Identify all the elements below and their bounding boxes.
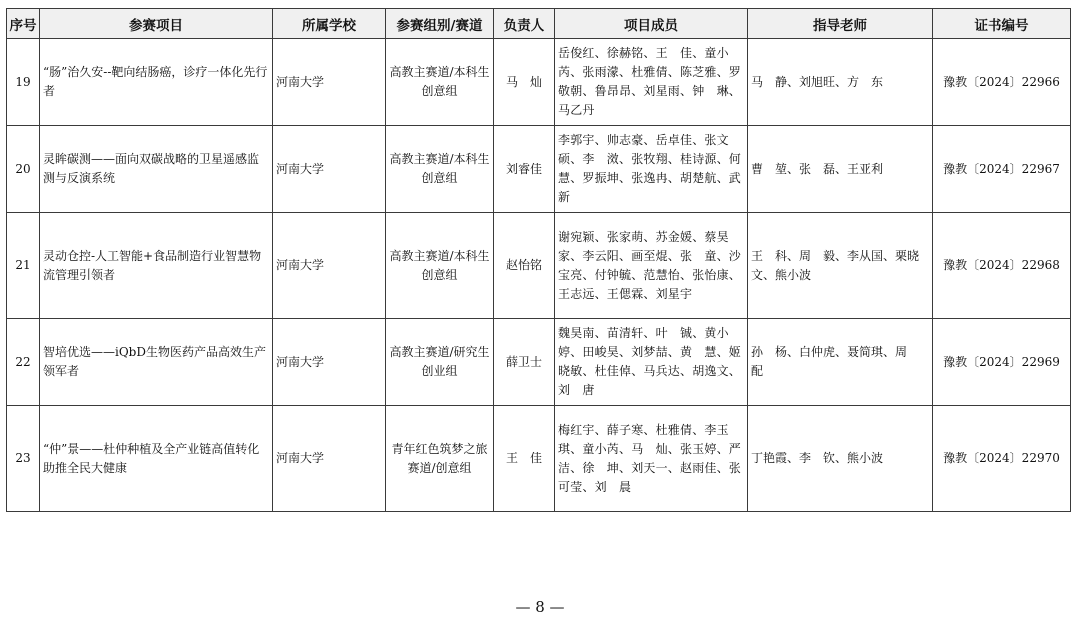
header-row	[7, 9, 1071, 39]
cell-project: “肠”治久安--靶向结肠癌，诊疗一体化先行者	[40, 39, 273, 126]
header-teachers: 指导老师	[748, 9, 933, 39]
cell-school: 河南大学	[273, 39, 386, 126]
cell-school: 河南大学	[273, 319, 386, 406]
cell-seq: 21	[7, 213, 40, 319]
header-members: 项目成员	[555, 9, 748, 39]
table-row	[7, 319, 1071, 406]
award-table	[6, 8, 1071, 512]
cell-teachers: 王 科、周 毅、李从国、栗晓文、熊小波	[748, 213, 933, 319]
cell-group: 高教主赛道/本科生创意组	[386, 39, 494, 126]
cell-members: 李郭宇、帅志豪、岳卓佳、张文硕、李 滧、张牧翔、桂诗源、何 慧、罗振坤、张逸冉、胡楚航、武 新	[555, 126, 748, 213]
cell-teachers: 马 静、刘旭旺、方 东	[748, 39, 933, 126]
cell-school: 河南大学	[273, 126, 386, 213]
table-row	[7, 406, 1071, 512]
cell-seq: 19	[7, 39, 40, 126]
header-group: 参赛组别/赛道	[386, 9, 494, 39]
cell-leader: 赵怡铭	[494, 213, 555, 319]
cell-teachers: 孙 杨、白仲虎、聂简琪、周 配	[748, 319, 933, 406]
header-seq: 序号	[7, 9, 40, 39]
cell-cert: 豫教〔2024〕22969	[933, 319, 1071, 406]
cell-project: “仲”景——杜仲种植及全产业链高值转化助推全民大健康	[40, 406, 273, 512]
header-leader: 负责人	[494, 9, 555, 39]
table-row	[7, 213, 1071, 319]
cell-group: 高教主赛道/本科生创意组	[386, 126, 494, 213]
cell-school: 河南大学	[273, 213, 386, 319]
cell-project: 智培优选——iQbD生物医药产品高效生产领军者	[40, 319, 273, 406]
cell-leader: 薛卫士	[494, 319, 555, 406]
cell-members: 梅红宇、薛子寒、杜雅倩、李玉琪、童小芮、马 灿、张玉婷、严 洁、徐 坤、刘天一、赵雨佳、张可莹、刘 晨	[555, 406, 748, 512]
cell-leader: 刘睿佳	[494, 126, 555, 213]
header-cert: 证书编号	[933, 9, 1071, 39]
cell-members: 谢宛颖、张家萌、苏金媛、蔡昊家、李云阳、画至焜、张 童、沙宝亮、付钟毓、范慧怡、张怡康、王志远、王偲霖、刘星宇	[555, 213, 748, 319]
cell-seq: 23	[7, 406, 40, 512]
table-row	[7, 126, 1071, 213]
table-row	[7, 39, 1071, 126]
header-school: 所属学校	[273, 9, 386, 39]
cell-school: 河南大学	[273, 406, 386, 512]
cell-group: 青年红色筑梦之旅赛道/创意组	[386, 406, 494, 512]
cell-cert: 豫教〔2024〕22968	[933, 213, 1071, 319]
cell-cert: 豫教〔2024〕22967	[933, 126, 1071, 213]
cell-group: 高教主赛道/本科生创意组	[386, 213, 494, 319]
cell-seq: 20	[7, 126, 40, 213]
cell-members: 岳俊红、徐赫铭、王 佳、童小芮、张雨濛、杜雅倩、陈芝雅、罗敬朝、鲁昂昂、刘星雨、钟 琳、马乙丹	[555, 39, 748, 126]
cell-leader: 王 佳	[494, 406, 555, 512]
cell-cert: 豫教〔2024〕22970	[933, 406, 1071, 512]
cell-project: 灵眸碳测——面向双碳战略的卫星遥感监测与反演系统	[40, 126, 273, 213]
cell-group: 高教主赛道/研究生创业组	[386, 319, 494, 406]
cell-leader: 马 灿	[494, 39, 555, 126]
cell-project: 灵动仓控-人工智能+食品制造行业智慧物流管理引领者	[40, 213, 273, 319]
header-project: 参赛项目	[40, 9, 273, 39]
cell-cert: 豫教〔2024〕22966	[933, 39, 1071, 126]
cell-teachers: 曹 堃、张 磊、王亚利	[748, 126, 933, 213]
cell-teachers: 丁艳霞、李 钦、熊小波	[748, 406, 933, 512]
page-number: — 8 —	[515, 598, 565, 616]
cell-members: 魏昊南、苗清轩、叶 铖、黄小婷、田峻昊、刘梦喆、黄 慧、姬晓敏、杜佳倬、马兵达、胡逸文、刘 唐	[555, 319, 748, 406]
cell-seq: 22	[7, 319, 40, 406]
